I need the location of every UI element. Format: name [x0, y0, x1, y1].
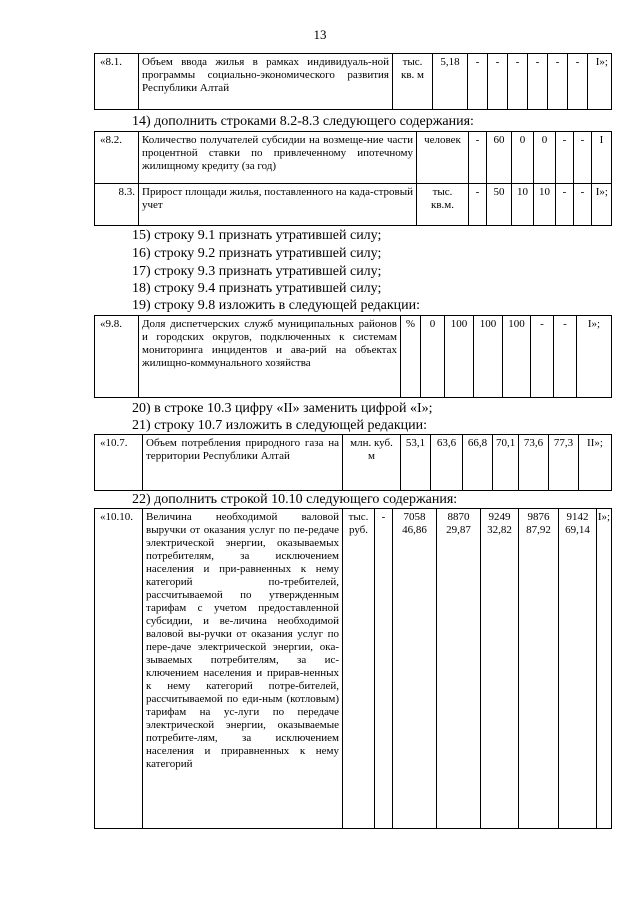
row-value: 7058 46,86 [393, 509, 437, 829]
row-unit: тыс. руб. [343, 509, 375, 829]
table-row-8-3 [95, 184, 612, 226]
table-row-9-8 [94, 315, 611, 398]
instruction-14: 14) дополнить строками 8.2-8.3 следующего содержания: [132, 114, 474, 129]
instruction-15: 15) строку 9.1 признать утратившей силу; [132, 228, 382, 243]
row-description: Объем ввода жилья в рамках индивидуаль-ной программы социально-экономического развития Республики Алтай [139, 54, 393, 110]
row-number: «8.2. [95, 132, 139, 184]
row-unit: тыс. кв.м. [417, 184, 469, 226]
row-value: - [556, 132, 574, 184]
page-number: 13 [313, 27, 327, 42]
row-number: «10.7. [95, 435, 143, 491]
instruction-22: 22) дополнить строкой 10.10 следующего содержания: [132, 492, 458, 507]
row-description: Величина необходимой валовой выручки от оказания услуг по пе-редаче электрической энергии, оказываемых потребителям, за исключением населения и при-равненных к нему категорий по-требителей, рассчитываемой по утвержденным тарифам с учетом предоставленной субсидии, и ве-личина необходимой валовой вы-ручки от оказания услуг по пере-даче электрической энергии, ока-зываемых потребителям, за ис-ключением населения и прирав-ненных к нему категорий потре-бителей, рассчитываемой по еди-ным (котловым) тарифам на ус-луги по передаче электрической энергии, оказываемые потребите-лям, за исключением населения и приравненных к нему категорий [143, 509, 343, 829]
row-value: 0 [512, 132, 534, 184]
row-end: II»; [579, 435, 612, 491]
row-value: 8870 29,87 [437, 509, 481, 829]
row-description: Количество получателей субсидии на возмеще-ние части процентной ставки по привлеченному ипотечному жилищному кредиту (за год) [139, 132, 417, 184]
row-end: I»; [588, 54, 612, 110]
row-value: - [488, 54, 508, 110]
row-value: - [528, 54, 548, 110]
instruction-18: 18) строку 9.4 признать утратившей силу; [132, 281, 382, 296]
row-unit: тыс. кв. м [393, 54, 433, 110]
table-row-8-2 [95, 132, 612, 184]
row-value: - [469, 132, 487, 184]
row-value: 70,1 [493, 435, 519, 491]
row-value: - [531, 316, 554, 398]
table-rows-8-2-8-3 [94, 131, 611, 226]
row-value: - [568, 54, 588, 110]
instruction-20: 20) в строке 10.3 цифру «II» заменить цифрой «I»; [132, 401, 433, 416]
row-end: I»; [597, 509, 612, 829]
row-value: 100 [445, 316, 474, 398]
row-unit: млн. куб. м [343, 435, 401, 491]
row-value: 9249 32,82 [481, 509, 519, 829]
row-value: - [574, 184, 592, 226]
row-unit: % [401, 316, 421, 398]
row-value: 73,6 [519, 435, 549, 491]
row-description: Объем потребления природного газа на территории Республики Алтай [143, 435, 343, 491]
row-value: - [469, 184, 487, 226]
row-value: 9876 87,92 [519, 509, 559, 829]
row-value: - [548, 54, 568, 110]
row-value: - [468, 54, 488, 110]
row-value: 53,1 [401, 435, 431, 491]
row-unit: человек [417, 132, 469, 184]
row-end: I [592, 132, 612, 184]
table-row-10-7 [94, 434, 611, 491]
instruction-21: 21) строку 10.7 изложить в следующей редакции: [132, 418, 428, 433]
row-value: 9142 69,14 [559, 509, 597, 829]
row-value: 100 [503, 316, 531, 398]
row-value: 100 [474, 316, 503, 398]
row-description: Доля диспетчерских служб муниципальных районов и городских округов, подключенных к системам мониторинга инцидентов и ава-рий на объектах жилищно-коммунального хозяйства [139, 316, 401, 398]
row-value: 63,6 [431, 435, 463, 491]
row-value: 0 [534, 132, 556, 184]
row-value: 5,18 [433, 54, 468, 110]
row-number: «10.10. [95, 509, 143, 829]
row-value: 60 [487, 132, 512, 184]
row-value: 50 [487, 184, 512, 226]
row-value: - [556, 184, 574, 226]
row-end: I»; [592, 184, 612, 226]
row-end: I»; [577, 316, 612, 398]
row-number: «9.8. [95, 316, 139, 398]
table-row-10-10 [94, 508, 611, 829]
row-value: - [554, 316, 577, 398]
instruction-19: 19) строку 9.8 изложить в следующей редакции: [132, 298, 421, 313]
row-value: 77,3 [549, 435, 579, 491]
row-description: Прирост площади жилья, поставленного на када-стровый учет [139, 184, 417, 226]
instruction-17: 17) строку 9.3 признать утратившей силу; [132, 264, 382, 279]
row-value: - [508, 54, 528, 110]
row-value: - [375, 509, 393, 829]
row-value: 66,8 [463, 435, 493, 491]
table-row-8-1 [94, 53, 611, 110]
row-value: - [574, 132, 592, 184]
row-value: 0 [421, 316, 445, 398]
row-value: 10 [512, 184, 534, 226]
instruction-16: 16) строку 9.2 признать утратившей силу; [132, 246, 382, 261]
row-number: 8.3. [95, 184, 139, 226]
row-number: «8.1. [95, 54, 139, 110]
row-value: 10 [534, 184, 556, 226]
